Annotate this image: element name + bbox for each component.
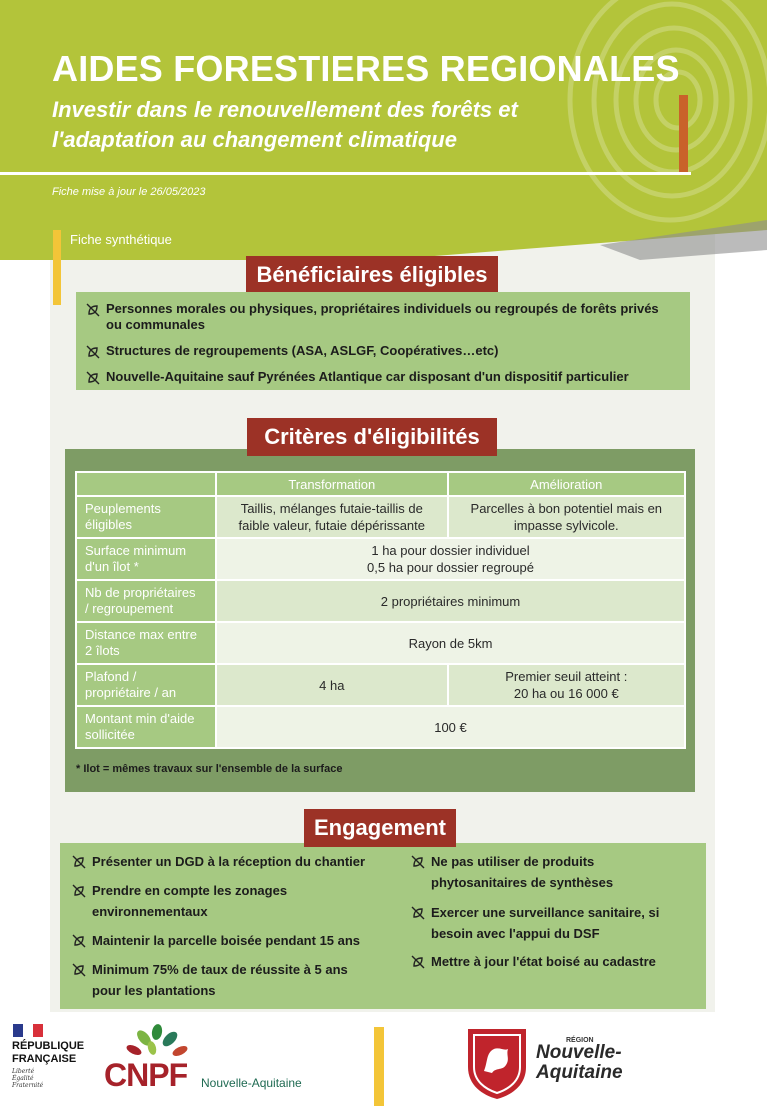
list-item: [72, 880, 402, 922]
list-item: [72, 930, 402, 951]
row-label-line: propriétaire / an: [85, 685, 177, 700]
list-item: [411, 951, 701, 972]
region-logo-text: [536, 1043, 623, 1083]
list-item-text: besoin avec l'appui du DSF: [431, 926, 600, 941]
leaf-off-icon: [72, 934, 86, 948]
list-item: [72, 959, 402, 1001]
header-divider: [0, 172, 691, 175]
table-cell: 100 €: [216, 706, 685, 748]
region-small-label: RÉGION: [566, 1037, 594, 1044]
section-title-engagement: Engagement: [304, 809, 456, 847]
table-row: [76, 664, 685, 706]
page-subtitle: [52, 95, 612, 155]
table-cell: [216, 538, 685, 580]
list-item-text: Personnes morales ou physiques, propriétaires individuels ou regroupés de forêts privés: [106, 301, 659, 316]
table-row: [76, 622, 685, 664]
subtitle-line: l'adaptation au changement climatique: [52, 127, 457, 152]
row-label-line: / regroupement: [85, 601, 174, 616]
table-header-row: [76, 472, 685, 496]
leaf-off-icon: [411, 955, 425, 969]
list-item-text: Mettre à jour l'état boisé au cadastre: [431, 954, 656, 969]
rf-motto: [12, 1068, 43, 1089]
list-item-text: phytosanitaires de synthèses: [431, 875, 614, 890]
region-line: Aquitaine: [536, 1062, 623, 1083]
cell-line: Taillis, mélanges futaie-taillis de: [240, 501, 423, 516]
list-item: [411, 902, 701, 944]
leaf-off-icon: [86, 303, 100, 317]
list-item-text: environnementaux: [92, 904, 208, 919]
cell-line: 1 ha pour dossier individuel: [371, 543, 530, 558]
region-shield-icon: [466, 1027, 528, 1101]
row-label-line: Surface minimum: [85, 543, 187, 558]
leaf-off-icon: [72, 963, 86, 977]
rf-line: FRANÇAISE: [12, 1053, 77, 1065]
section-title-beneficiaires: Bénéficiaires éligibles: [246, 256, 498, 294]
table-cell: [448, 496, 685, 538]
table-cell: [216, 496, 448, 538]
list-item-text: Ne pas utiliser de produits: [431, 854, 595, 869]
row-label-line: Montant min d'aide: [85, 711, 195, 726]
leaf-off-icon: [411, 855, 425, 869]
motto-line: Fraternité: [12, 1082, 44, 1089]
motto-line: Liberté: [12, 1068, 35, 1075]
list-item-text: Présenter un DGD à la réception du chantier: [92, 854, 366, 869]
leaf-off-icon: [86, 345, 100, 359]
table-cell: Rayon de 5km: [216, 622, 685, 664]
list-item-text: ou communales: [106, 317, 205, 332]
fiche-tag: Fiche synthétique: [70, 232, 172, 247]
section-title-criteres: Critères d'éligibilités: [247, 418, 497, 456]
row-label: [76, 538, 216, 580]
table-cell: 2 propriétaires minimum: [216, 580, 685, 622]
update-date: Fiche mise à jour le 26/05/2023: [52, 186, 206, 198]
leaf-off-icon: [72, 855, 86, 869]
table-row: [76, 706, 685, 748]
cell-line: 20 ha ou 16 000 €: [513, 686, 619, 701]
cnpf-logo-text: CNPF: [104, 1057, 188, 1093]
motto-line: Égalité: [12, 1075, 34, 1082]
table-row: [76, 496, 685, 538]
row-label: [76, 706, 216, 748]
row-label-line: 2 îlots: [85, 643, 120, 658]
row-label-line: sollicitée: [85, 727, 135, 742]
list-item: [411, 851, 701, 893]
table-cell: [448, 664, 685, 706]
leaf-off-icon: [411, 906, 425, 920]
row-label-line: éligibles: [85, 517, 132, 532]
region-line: Nouvelle-: [536, 1042, 622, 1063]
footer-yellow-bar: [374, 1027, 384, 1106]
table-row: [76, 580, 685, 622]
list-item-text: Nouvelle-Aquitaine sauf Pyrénées Atlantique car disposant d'un dispositif particulier: [106, 369, 629, 384]
row-label-line: d'un îlot *: [85, 559, 139, 574]
cell-line: impasse sylvicole.: [513, 518, 619, 533]
table-header: Amélioration: [448, 472, 685, 496]
table-footnote: * Ilot = mêmes travaux sur l'ensemble de la surface: [76, 763, 343, 775]
list-item: [86, 369, 686, 385]
table-header-empty: [76, 472, 216, 496]
cnpf-region-label: Nouvelle-Aquitaine: [201, 1076, 302, 1090]
row-label: [76, 664, 216, 706]
list-item: [72, 851, 402, 872]
cell-line: Premier seuil atteint :: [505, 669, 628, 684]
cell-line: Parcelles à bon potentiel mais en: [470, 501, 663, 516]
list-item: [86, 343, 686, 359]
list-item-text: Prendre en compte les zonages: [92, 883, 288, 898]
page-title: AIDES FORESTIERES REGIONALES: [52, 48, 680, 89]
yellow-accent: [53, 230, 61, 305]
list-item-text: Maintenir la parcelle boisée pendant 15 ans: [92, 933, 361, 948]
table-cell: 4 ha: [216, 664, 448, 706]
row-label-line: Peuplements: [85, 501, 161, 516]
row-label-line: Nb de propriétaires: [85, 585, 196, 600]
list-item-text: Minimum 75% de taux de réussite à 5 ans: [92, 962, 348, 977]
row-label: [76, 496, 216, 538]
leaf-off-icon: [72, 884, 86, 898]
cell-line: faible valeur, futaie dépérissante: [238, 518, 426, 533]
row-label-line: Distance max entre: [85, 627, 197, 642]
row-label: [76, 580, 216, 622]
list-item-text: pour les plantations: [92, 983, 216, 998]
republique-francaise-logo: [12, 1040, 84, 1066]
list-item-text: Structures de regroupements (ASA, ASLGF, Coopératives…etc): [106, 343, 499, 358]
cell-line: 0,5 ha pour dossier regroupé: [367, 560, 534, 575]
table-header: Transformation: [216, 472, 448, 496]
list-item-text: Exercer une surveillance sanitaire, si: [431, 905, 660, 920]
row-label-line: Plafond /: [85, 669, 137, 684]
french-flag-icon: [13, 1024, 43, 1037]
subtitle-line: Investir dans le renouvellement des forêts et: [52, 97, 518, 122]
table-row: [76, 538, 685, 580]
row-label: [76, 622, 216, 664]
criteria-table: [75, 471, 686, 749]
list-item: [86, 301, 686, 333]
accent-bar: [679, 95, 688, 175]
rf-line: RÉPUBLIQUE: [12, 1040, 85, 1052]
leaf-off-icon: [86, 371, 100, 385]
